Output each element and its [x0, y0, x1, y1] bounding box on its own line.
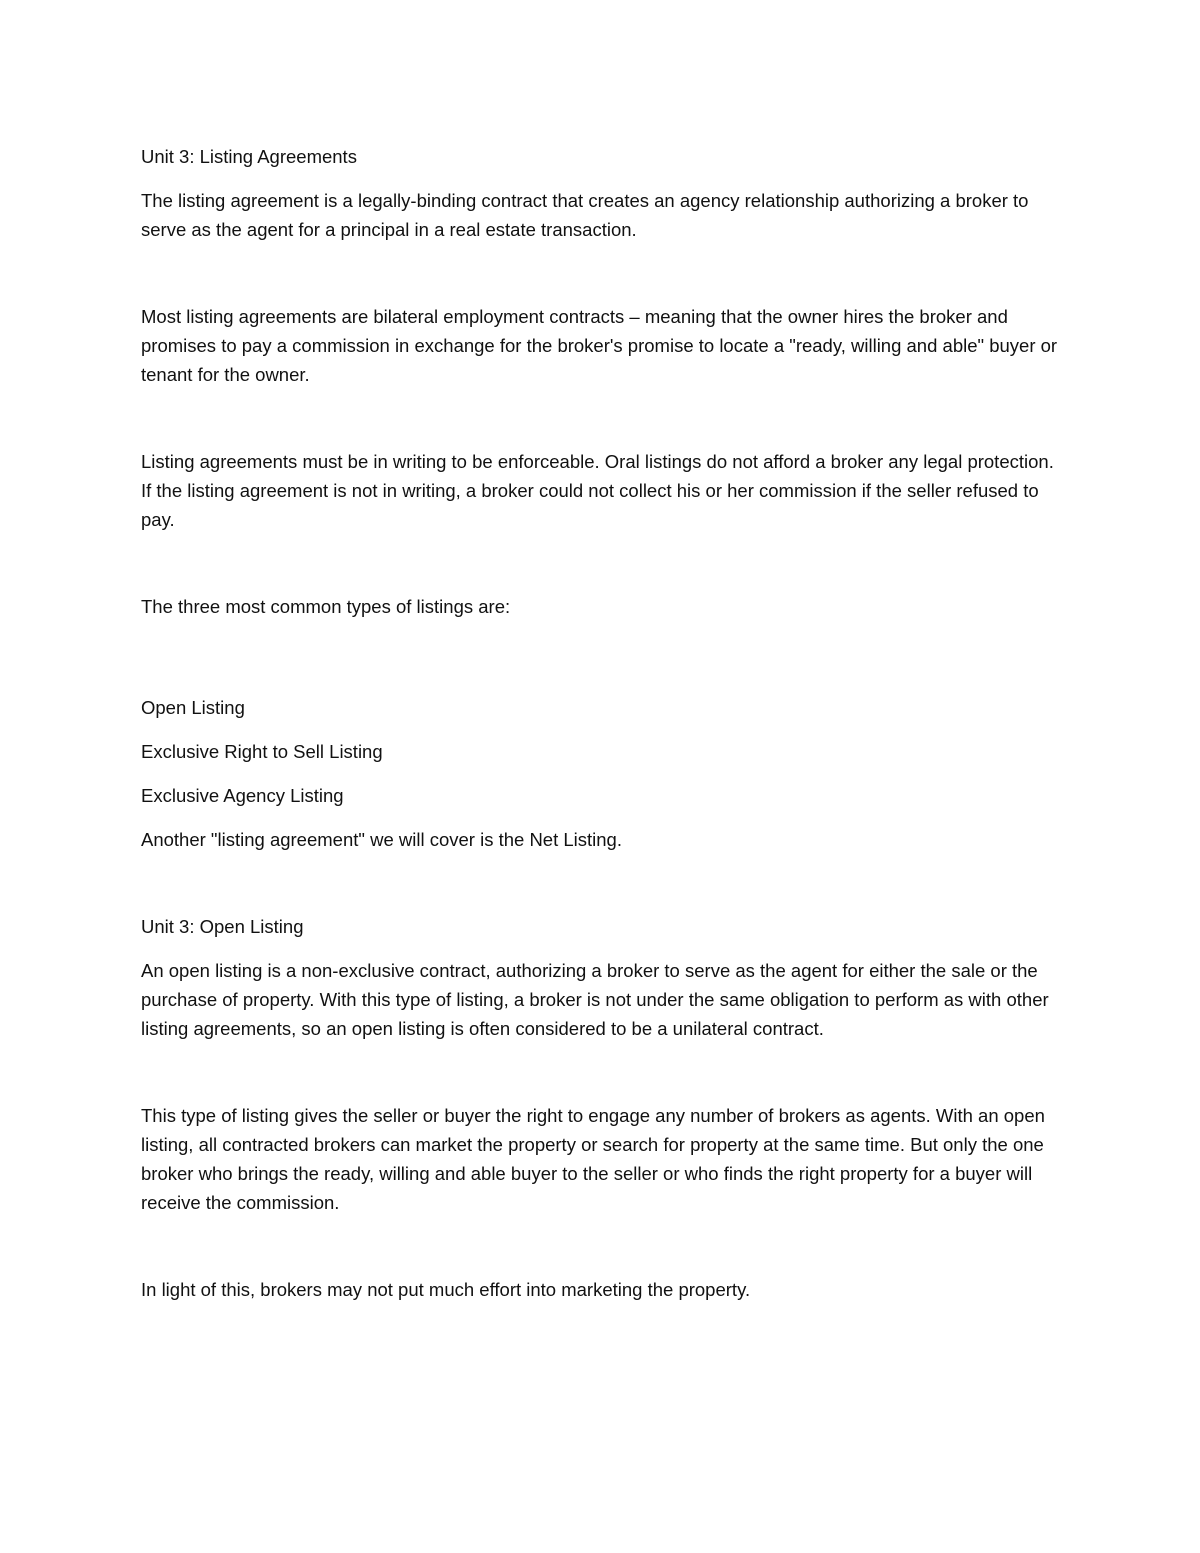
section-heading-listing-agreements: Unit 3: Listing Agreements: [141, 146, 357, 167]
paragraph-common-types-intro: The three most common types of listings are:: [141, 596, 511, 617]
list-item-exclusive-agency: Exclusive Agency Listing: [141, 785, 344, 806]
paragraph-written-requirement: Listing agreements must be in writing to be enforceable. Oral listings do not afford a broker any legal protection. If the listing agreement is not in writing, a broker could not collect his or her commission if the seller refused to pay.: [141, 451, 1054, 530]
paragraph-open-listing-definition: An open listing is a non-exclusive contract, authorizing a broker to serve as the agent for either the sale or the purchase of property. With this type of listing, a broker is not under the same obligation to perform as with other listing agreements, so an open listing is often considered to be a unilateral contract.: [141, 960, 1049, 1039]
section-heading-open-listing: Unit 3: Open Listing: [141, 916, 304, 937]
document-body: [141, 142, 1061, 1304]
paragraph-bilateral-contracts: Most listing agreements are bilateral employment contracts – meaning that the owner hires the broker and promises to pay a commission in exchange for the broker's promise to locate a "ready, willing and able" buyer or tenant for the owner.: [141, 306, 1058, 385]
list-item-open-listing: Open Listing: [141, 697, 245, 718]
paragraph-open-listing-brokers: This type of listing gives the seller or buyer the right to engage any number of brokers as agents. With an open listing, all contracted brokers can market the property or search for property at the same time. But only the one broker who brings the ready, willing and able buyer to the seller or who finds the right property for a buyer will receive the commission.: [141, 1105, 1045, 1213]
paragraph-listing-definition: The listing agreement is a legally-binding contract that creates an agency relationship authorizing a broker to serve as the agent for a principal in a real estate transaction.: [141, 190, 1029, 240]
paragraph-open-listing-effort: In light of this, brokers may not put much effort into marketing the property.: [141, 1279, 751, 1300]
list-item-exclusive-right-to-sell: Exclusive Right to Sell Listing: [141, 741, 383, 762]
paragraph-net-listing: Another "listing agreement" we will cover is the Net Listing.: [141, 829, 622, 850]
